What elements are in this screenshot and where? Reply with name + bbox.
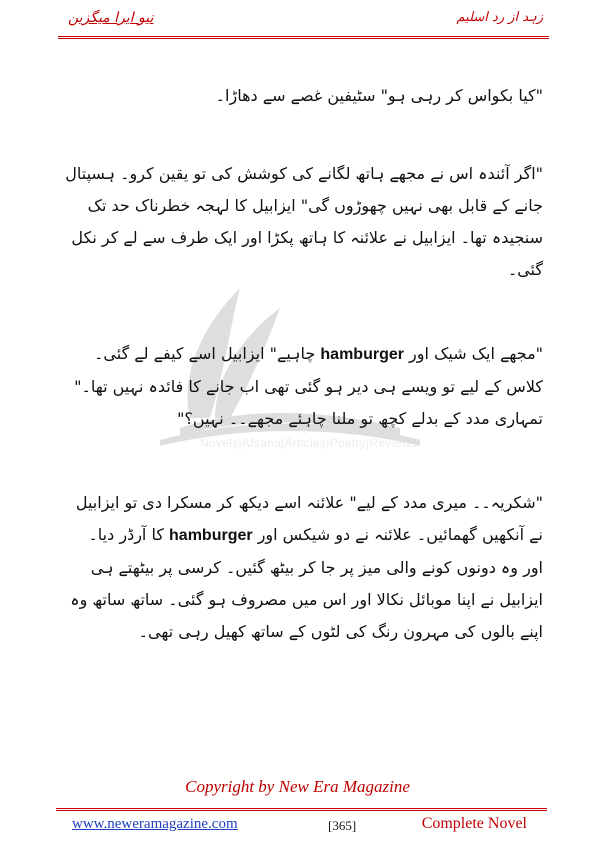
watermark-text: Novels|Afsana|Articles|Poetry|Reviews [200,436,417,450]
section-label: Complete Novel [421,815,527,832]
paragraph [64,338,543,435]
magazine-title: نیو ایرا میگزین [68,10,154,26]
paragraph [64,80,543,112]
author-name: زہد از رد اسلیم [456,10,543,25]
paragraph-text: کا آرڈر دیا۔ اور وہ دونوں کونے والی میز پر جا کر بیٹھ گئیں۔ کرسی پر بیٹھتے ہی ایزابیل نے اپنا موبائل نکالا اور اس میں مصروف ہو گئی۔ ساتھ ساتھ وہ اپنے بالوں کی مہرون رنگ کی لٹوں کے ساتھ کھیل رہی تھی۔ [70,525,543,641]
page-number: [365] [328,818,357,833]
page-footer [56,808,547,838]
paragraph [64,487,543,648]
paragraph [64,158,543,286]
paragraph-text: چاہیے" ایزابیل اسے کیفے لے گئی۔ کلاس کے لیے تو ویسے ہی دیر ہو گئی تھی اب جانے کا فائدہ نہیں تھا۔" تمہاری مدد کے بدلے کچھ تو ملنا چاہئے مجھے۔۔ نہیں؟" [74,344,543,428]
english-word: hamburger [169,527,253,544]
paragraph-text: "مجھے ایک شیک اور [403,344,543,363]
english-word: hamburger [320,346,404,363]
paragraph-text: "شکریہ۔۔ میری مدد کے لیے" علائنہ اسے دیکھ کر مسکرا دی تو ایزابیل نے آنکھیں گھمائیں۔ علائنہ نے دو شیکس اور [75,493,543,544]
copyright-notice: Copyright by New Era Magazine [185,777,410,796]
paragraph-text: "اگر آئندہ اس نے مجھے ہاتھ لگانے کی کوشش کی تو یقین کرو۔ ہسپتال جانے کے قابل بھی نہیں چھوڑوں گی" ایزابیل کا لہجہ خطرناک حد تک سنجیدہ تھا۔ ایزابیل نے علائنہ کا ہاتھ پکڑا اور ایک طرف سے لے کر نکل گئی۔ [65,164,543,279]
header-divider [58,36,549,39]
footer-divider [56,808,547,811]
paragraph-text: "کیا بکواس کر رہی ہو" سٹیفین غصے سے دھاڑا۔ [215,86,543,105]
website-link[interactable]: www.neweramagazine.com [72,816,238,832]
article-body [64,70,543,678]
page-header [58,10,549,38]
